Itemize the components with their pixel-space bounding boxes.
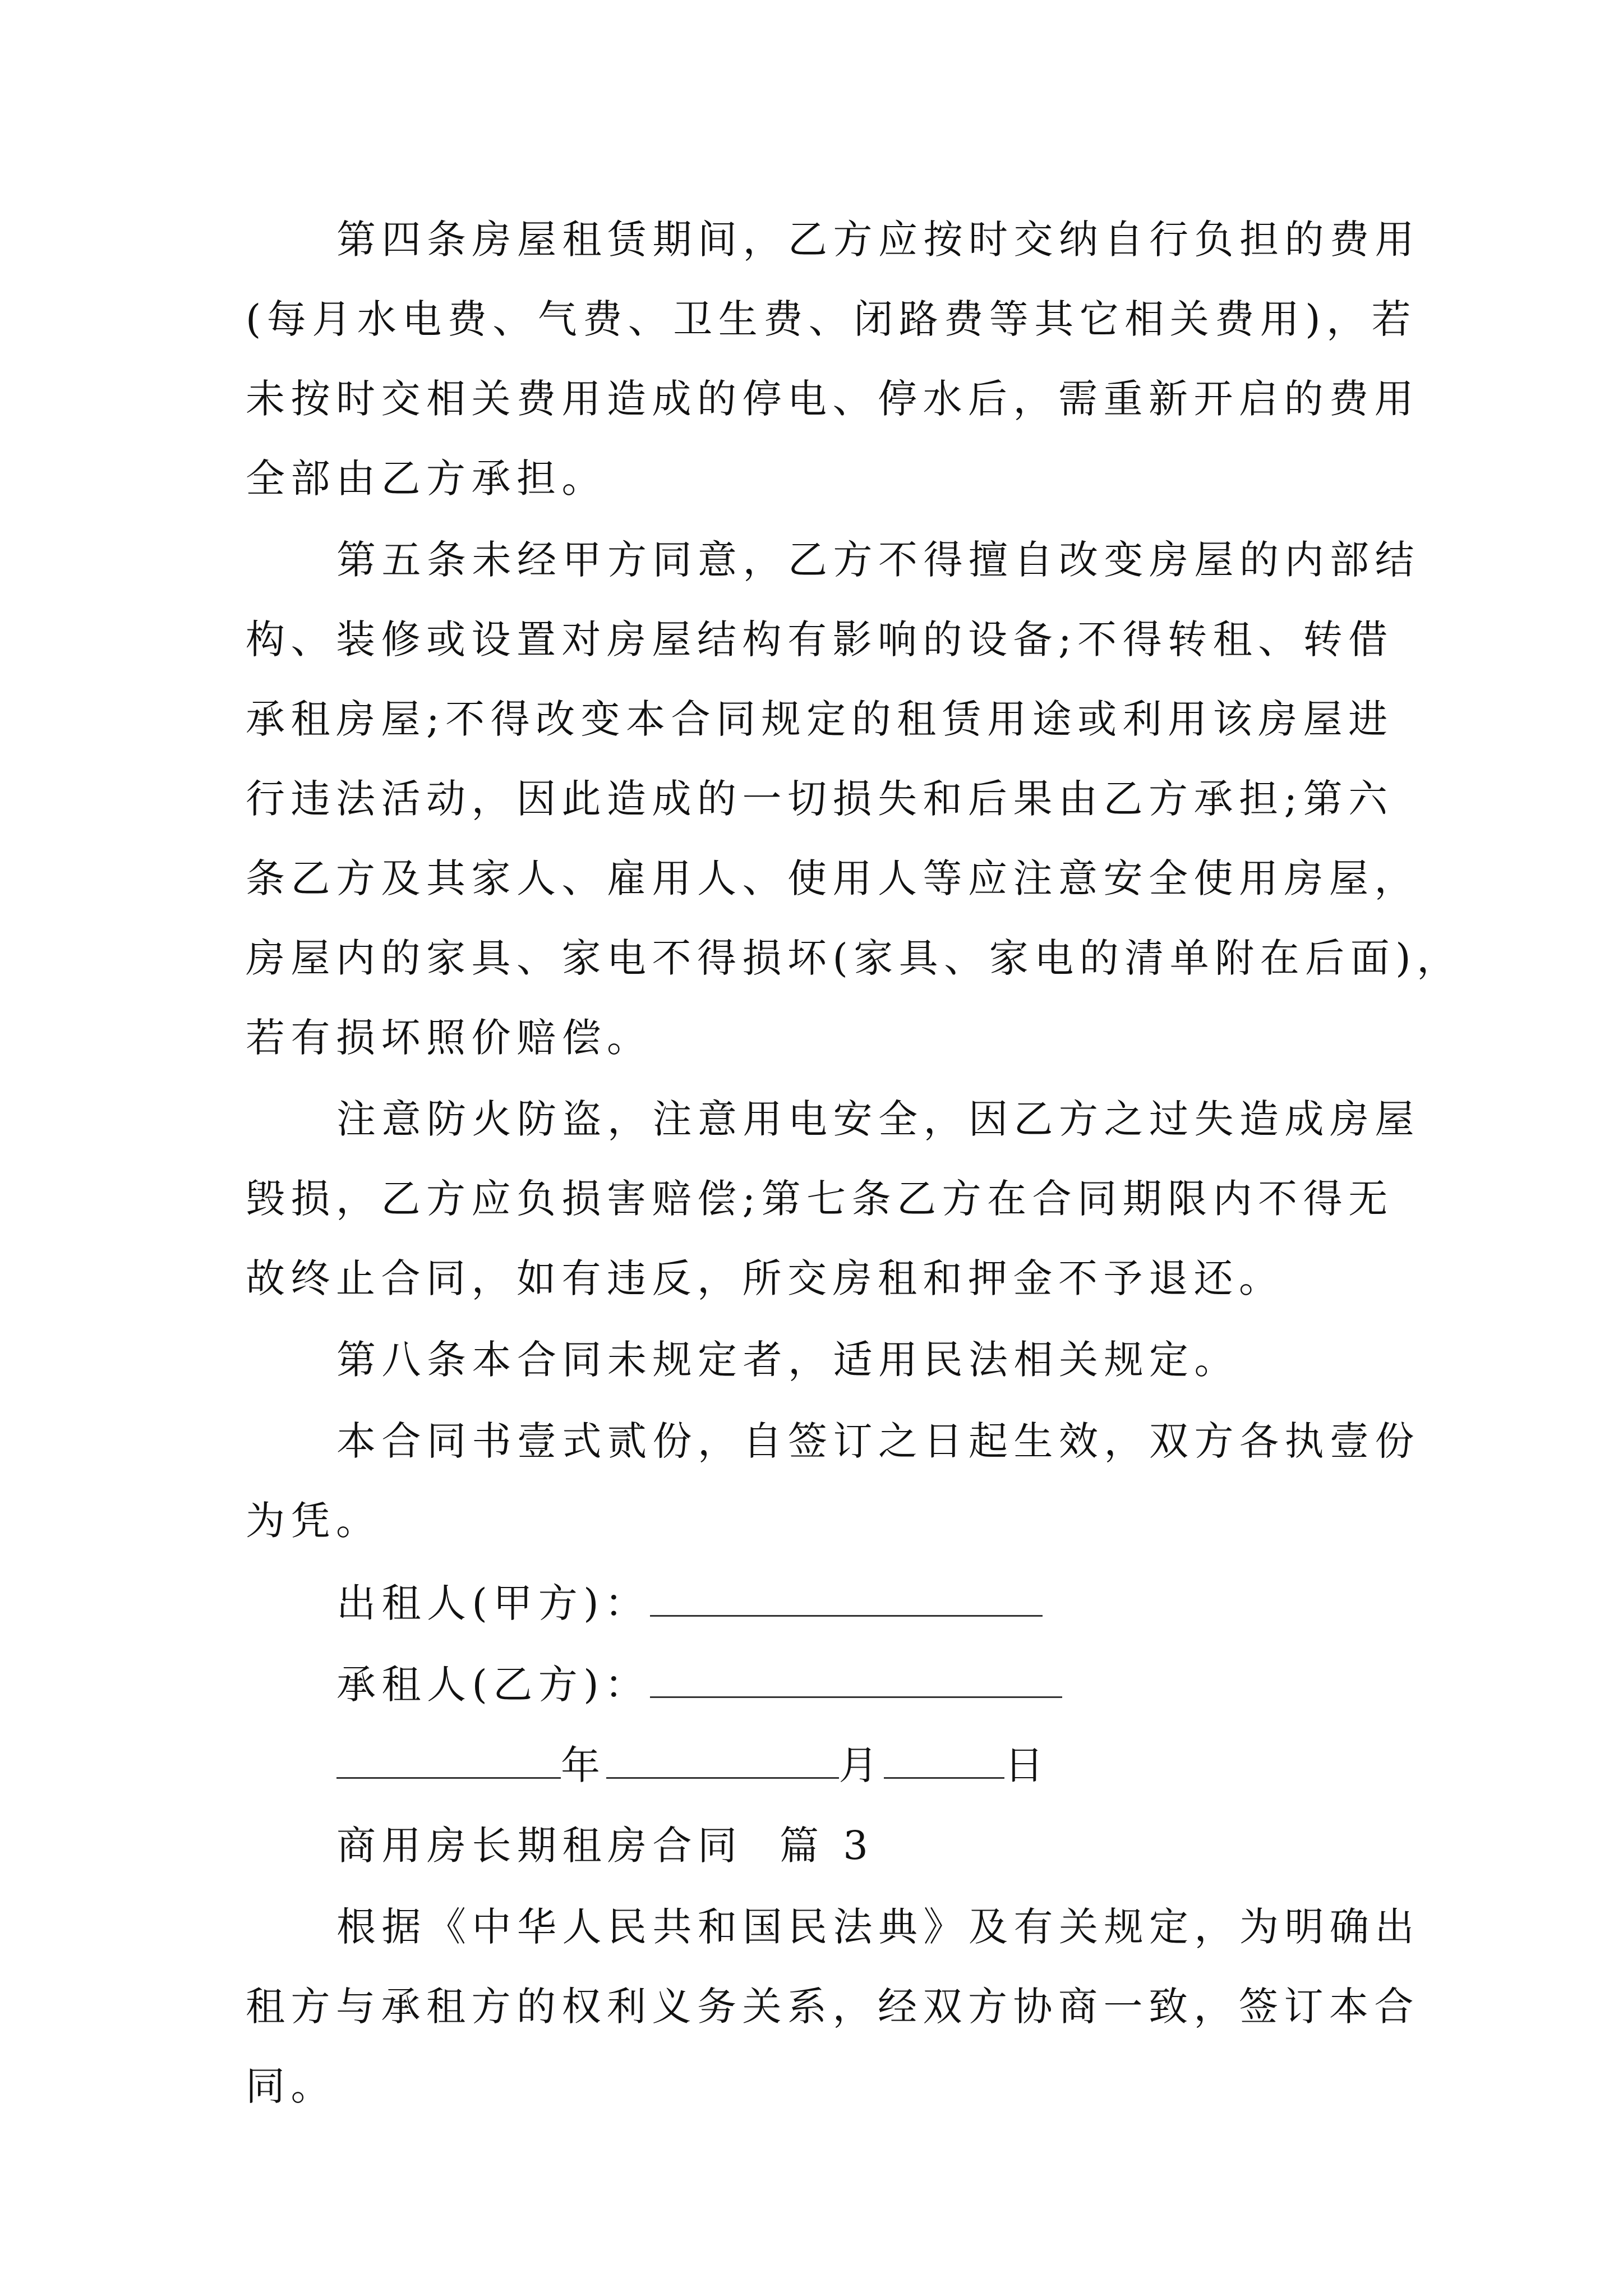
section-title: 商用房长期租房合同 篇 3	[336, 1823, 874, 1869]
fire-safety-line-1: 注意防火防盗，注意用电安全，因乙方之过失造成房屋	[336, 1096, 1420, 1142]
clause-5-line-2: 构、装修或设置对房屋结构有影响的设备;不得转租、转借	[246, 616, 1394, 662]
month-label: 月	[838, 1742, 884, 1788]
preamble-line-2: 租方与承租方的权利义务关系，经双方协商一致，签订本合	[246, 1984, 1419, 2030]
clause-6-line-3: 若有损坏照价赔偿。	[246, 1015, 652, 1061]
clause-8-line: 第八条本合同未规定者，适用民法相关规定。	[336, 1337, 1239, 1383]
lessor-signature-blank[interactable]	[650, 1582, 1043, 1617]
copies-line-2: 为凭。	[246, 1498, 381, 1544]
fire-safety-line-2: 毁损，乙方应负损害赔偿;第七条乙方在合同期限内不得无	[246, 1176, 1394, 1222]
lessor-label: 出租人(甲方)：	[336, 1580, 650, 1626]
lessee-signature-row	[336, 1662, 1062, 1708]
clause-5-line-4: 行违法活动，因此造成的一切损失和后果由乙方承担;第六	[246, 776, 1394, 822]
year-label: 年	[561, 1742, 606, 1788]
clause-7-line: 故终止合同，如有违反，所交房租和押金不予退还。	[246, 1255, 1284, 1301]
lessee-signature-blank[interactable]	[650, 1664, 1062, 1698]
clause-4-line-1: 第四条房屋租赁期间，乙方应按时交纳自行负担的费用	[336, 217, 1420, 263]
day-label: 日	[1004, 1742, 1050, 1788]
clause-4-line-2: (每月水电费、气费、卫生费、闭路费等其它相关费用)，若	[246, 296, 1417, 342]
lessor-signature-row	[336, 1580, 1043, 1626]
lessee-label: 承租人(乙方)：	[336, 1662, 650, 1708]
clause-5-line-1: 第五条未经甲方同意，乙方不得擅自改变房屋的内部结	[336, 537, 1420, 583]
preamble-line-1: 根据《中华人民共和国民法典》及有关规定，为明确出	[336, 1904, 1420, 1950]
clause-6-line-2: 房屋内的家具、家电不得损坏(家具、家电的清单附在后面)，	[246, 935, 1462, 981]
clause-4-line-3: 未按时交相关费用造成的停电、停水后，需重新开启的费用	[246, 376, 1419, 422]
year-blank[interactable]	[336, 1745, 561, 1779]
day-blank[interactable]	[884, 1745, 1004, 1779]
copies-line-1: 本合同书壹式贰份，自签订之日起生效，双方各执壹份	[336, 1418, 1420, 1464]
date-row	[336, 1742, 1050, 1788]
clause-5-line-3: 承租房屋;不得改变本合同规定的租赁用途或利用该房屋进	[246, 696, 1394, 742]
clause-4-line-4: 全部由乙方承担。	[246, 455, 607, 501]
preamble-line-3: 同。	[246, 2063, 336, 2109]
clause-6-line-1: 条乙方及其家人、雇用人、使用人等应注意安全使用房屋，	[246, 855, 1419, 901]
month-blank[interactable]	[606, 1745, 839, 1779]
